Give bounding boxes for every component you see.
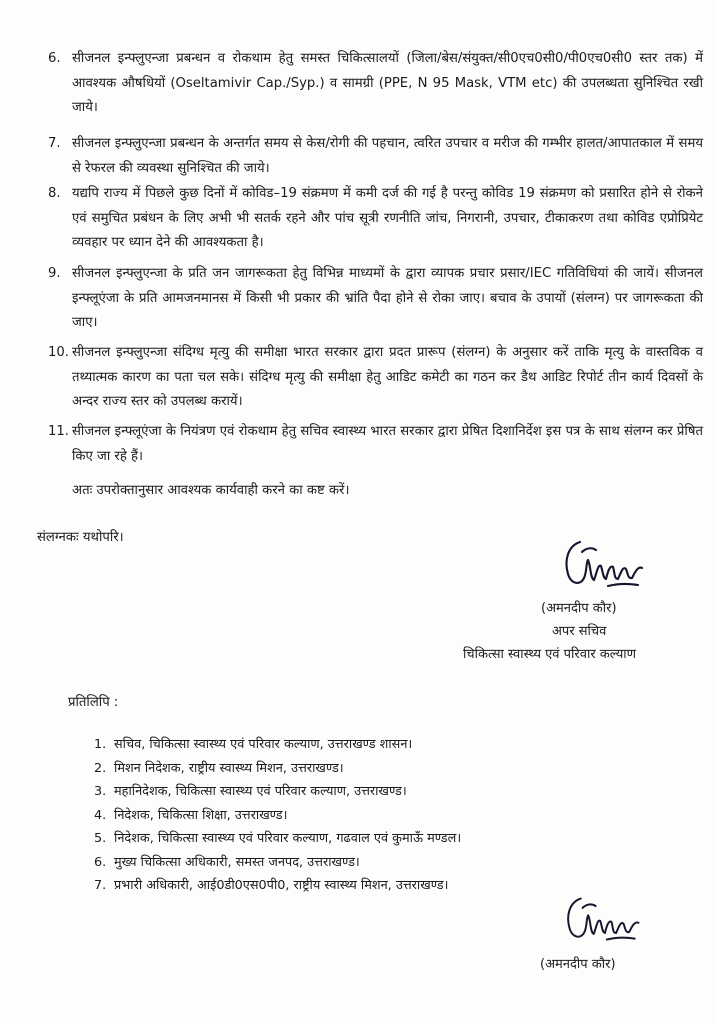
copy-to-item (94, 780, 461, 804)
point-7 (48, 132, 703, 181)
copy-item-number: 3. (94, 784, 107, 799)
point-number: 8. (48, 186, 61, 201)
point-8 (48, 182, 703, 256)
signatory-name: (अमनदीप कौर) (541, 601, 617, 616)
enclosure-note: संलग्नकः यथोपरि। (37, 530, 124, 545)
point-number: 7. (48, 136, 61, 151)
signatory-name-bottom: (अमनदीप कौर) (540, 957, 616, 972)
point-number: 10. (48, 345, 69, 360)
copy-item-text: मुख्य चिकित्सा अधिकारी, समस्त जनपद, उत्तराखण्ड। (114, 854, 360, 870)
copy-to-item (94, 733, 461, 757)
copy-item-text: निदेशक, चिकित्सा शिक्षा, उत्तराखण्ड। (114, 807, 288, 823)
copy-item-text: महानिदेशक, चिकित्सा स्वास्थ्य एवं परिवार कल्याण, उत्तराखण्ड। (114, 784, 407, 799)
copy-to-item (94, 757, 461, 781)
copy-to-item (94, 851, 461, 875)
copy-to-item (94, 827, 461, 851)
point-9 (48, 262, 703, 336)
point-number: 6. (48, 51, 61, 66)
point-text: सीजनल इन्फ्लूएंजा के नियंत्रण एवं रोकथाम हेतु सचिव स्वास्थ्य भारत सरकार द्वारा प्रेषित दिशानिर्देश इस पत्र के साथ संलग्न कर प्रेषित किए जा रहे हैं। (72, 424, 703, 464)
point-text: सीजनल इन्फ्लुएन्जा के प्रति जन जागरूकता हेतु विभिन्न माध्यमों के द्वारा व्यापक प्रचार प्रसार/IEC गतिविधियां की जायें। सीजनल इन्फ्लूएंजा के प्रति आमजनमानस में किसी भी प्रकार की भ्रांति पैदा होने से रोका जाए। बचाव के उपायों (संलग्न) पर जागरूकता की जाए। (72, 266, 703, 330)
copy-item-text: सचिव, चिकित्सा स्वास्थ्य एवं परिवार कल्याण, उत्तराखण्ड शासन। (114, 737, 413, 752)
copy-item-text: मिशन निदेशक, राष्ट्रीय स्वास्थ्य मिशन, उत्तराखण्ड। (114, 760, 344, 776)
copy-item-number: 1. (94, 737, 107, 752)
point-text: सीजनल इन्फ्लुएन्जा संदिग्ध मृत्यु की समीक्षा भारत सरकार द्वारा प्रदत प्रारूप (संलग्न) के अनुसार करें ताकि मृत्यु के वास्तविक व तथ्यात्मक कारण का पता चल सके। संदिग्ध मृत्यु की समीक्षा हेतु आडिट कमेटी का गठन कर डैथ आडिट रिपोर्ट तीन कार्य दिवसों के अन्दर राज्य स्तर को उपलब्ध करायें। (72, 345, 703, 409)
point-text: सीजनल इन्फ्लुएन्जा प्रबन्धन के अन्तर्गत समय से केस/रोगी की पहचान, त्वरित उपचार व मरीज की गम्भीर हालत/आपातकाल में समय से रेफरल की व्यवस्था सुनिश्चित की जाये। (72, 136, 703, 176)
closing-line: अतः उपरोक्तानुसार आवश्यक कार्यवाही करने का कष्ट करें। (72, 483, 350, 498)
signatory-department: चिकित्सा स्वास्थ्य एवं परिवार कल्याण (463, 647, 637, 662)
signature-image (560, 536, 650, 594)
copy-to-list (94, 733, 461, 898)
signature-image-bottom (562, 893, 646, 947)
copy-item-number: 4. (94, 807, 107, 823)
copy-item-text: निदेशक, चिकित्सा स्वास्थ्य एवं परिवार कल्याण, गढवाल एवं कुमाऊँ मण्डल। (114, 831, 462, 846)
signatory-designation: अपर सचिव (552, 624, 607, 639)
copy-item-number: 6. (94, 854, 107, 870)
point-6 (48, 47, 703, 121)
copy-to-item (94, 804, 461, 828)
copy-item-number: 5. (94, 831, 107, 846)
copy-item-number: 7. (94, 878, 107, 893)
point-text: सीजनल इन्फ्लुएन्जा प्रबन्धन व रोकथाम हेतु समस्त चिकित्सालयों (जिला/बेस/संयुक्त/सी0एच0सी0/पी0एच0सी0 स्तर तक) में आवश्यक औषधियों (Oseltamivir Cap./Syp.) व सामग्री (PPE, N 95 Mask, VTM etc) की उपलब्धता सुनिश्चित रखी जाये। (72, 51, 703, 115)
point-number: 9. (48, 266, 61, 281)
copy-to-item (94, 874, 461, 898)
point-text: यद्यपि राज्य में पिछले कुछ दिनों में कोविड–19 संक्रमण में कमी दर्ज की गई है परन्तु कोविड 19 संक्रमण को प्रसारित होने से रोकने एवं समुचित प्रबंधन के लिए अभी भी सतर्क रहने और पांच सूत्री रणनीति जांच, निगरानी, उपचार, टीकाकरण तथा कोविड एप्रोप्रियेट व्यवहार पर ध्यान देने की आवश्यकता है। (72, 186, 703, 250)
copy-item-text: प्रभारी अधिकारी, आई0डी0एस0पी0, राष्ट्रीय स्वास्थ्य मिशन, उत्तराखण्ड। (114, 878, 449, 893)
point-number: 11. (48, 424, 69, 439)
point-10 (48, 341, 703, 415)
copy-item-number: 2. (94, 760, 107, 776)
point-11 (48, 420, 703, 469)
copy-to-heading: प्रतिलिपि : (68, 695, 119, 710)
